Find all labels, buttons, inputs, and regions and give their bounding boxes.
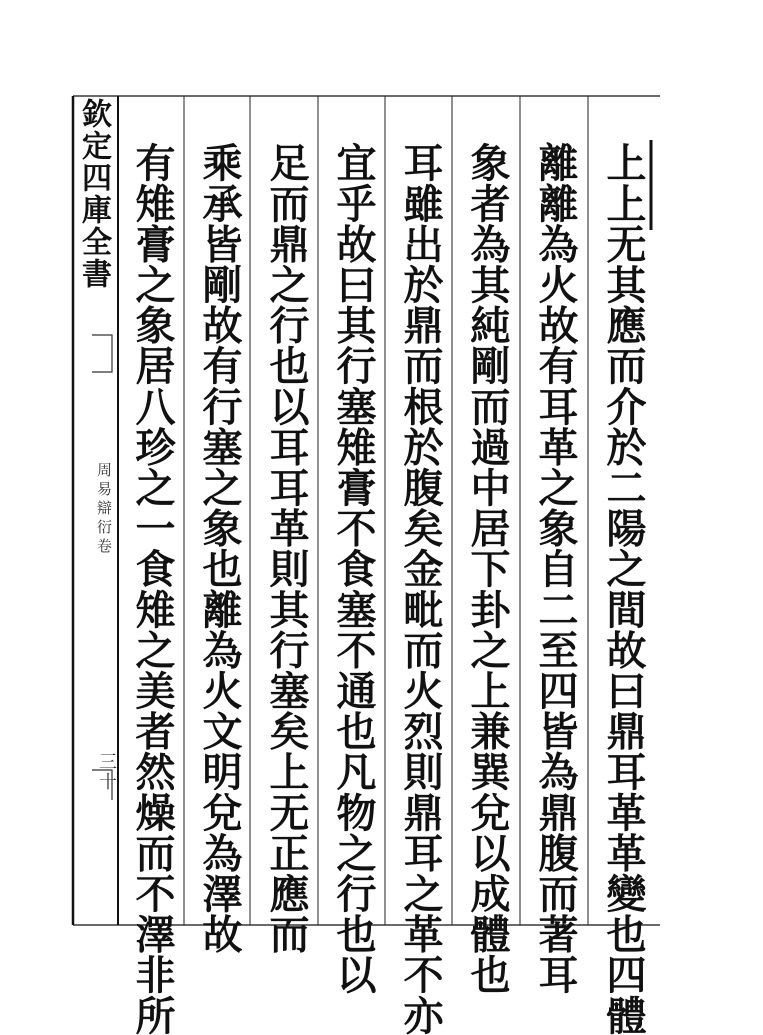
text-column-6: 足而鼎之行也以耳耳革則其行塞矣上无正應而 <box>263 142 310 954</box>
text-column-8: 有雉膏之象居八珍之一食雉之美者然燥而不澤非所 <box>129 142 176 1035</box>
book-title: 欽定四庫全書 <box>76 98 111 290</box>
text-column-2: 離離為火故有耳革之象自二至四皆為鼎腹而著耳 <box>532 142 579 995</box>
text-column-1: 上上无其應而介於二陽之間故曰鼎耳革革變也四體 <box>600 142 647 1035</box>
text-column-3: 象者為其純剛而過中居下卦之上兼巽兌以成體也 <box>464 142 511 995</box>
margin-bracket <box>92 335 112 372</box>
text-column-7: 乘承皆剛故有行塞之象也離為火文明兌為澤故 <box>196 142 243 954</box>
text-column-4: 耳雖出於鼎而根於腹矣金毗而火烈則鼎耳之革不亦 <box>397 142 444 1035</box>
text-column-5: 宜乎故曰其行塞雉膏不食塞不通也凡物之行也以 <box>330 142 377 995</box>
page-number: 三十 <box>96 752 117 792</box>
section-title: 周易辯衍卷 <box>95 462 113 557</box>
